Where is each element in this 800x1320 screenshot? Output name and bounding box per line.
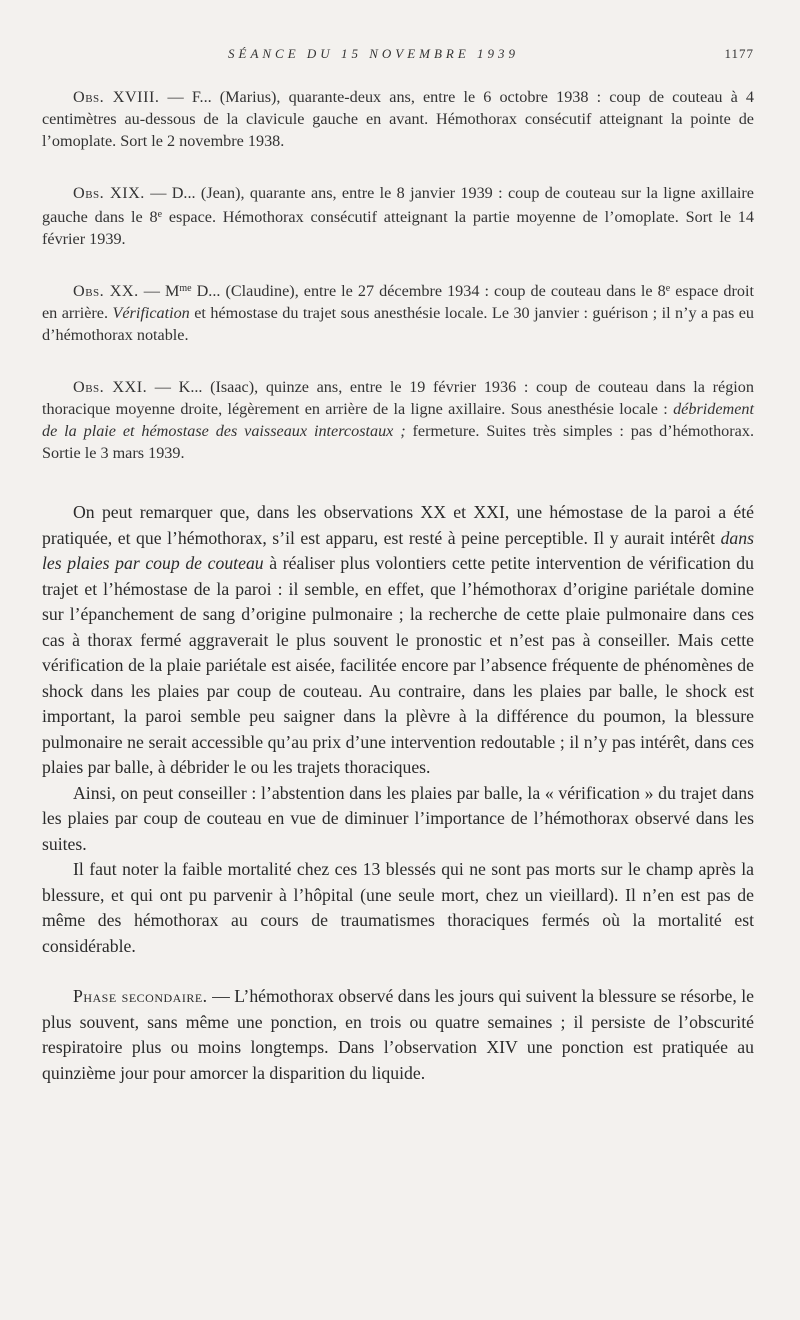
observation-text: Obs. XVIII. — F... (Marius), quarante-deux ans, entre le 6 octobre 1938 : coup de couteau à 4 centimètres au-dessous de la clavicule gauche en avant. Hémothorax consécutif atteignant la pointe de l’omoplate. Sort le 2 novembre 1938. <box>42 88 754 150</box>
observation-19 <box>42 182 754 250</box>
section-label: Phase secondaire. <box>73 986 208 1006</box>
observation-label: Obs. XXI. <box>73 378 148 396</box>
page-number: 1177 <box>724 46 754 61</box>
paragraph-3: Il faut noter la faible mortalité chez ces 13 blessés qui ne sont pas morts sur le champ après la blessure, et qui ont pu parvenir à l’hôpital (une seule mort, chez un vieillard). Il n’en est pas de même des hémothorax au cours de traumatismes thoraciques fermés où la mortalité est considérable. <box>42 859 754 956</box>
observation-21 <box>42 376 754 464</box>
observation-label: Obs. XVIII. <box>73 88 160 106</box>
observation-label: Obs. XIX. <box>73 184 145 202</box>
observation-text: Obs. XIX. — D... (Jean), quarante ans, entre le 8 janvier 1939 : coup de couteau sur la ligne axillaire gauche dans le 8e espace. Hémothorax consécutif atteignant la partie moyenne de l’omoplate. Sort le 14 février 1939. <box>42 184 754 248</box>
observation-label: Obs. XX. <box>73 282 139 300</box>
running-head: SÉANCE DU 15 NOVEMBRE 1939 <box>228 46 520 61</box>
document-page <box>42 0 754 1320</box>
paragraph-2: Ainsi, on peut conseiller : l’abstention dans les plaies par balle, la « vérification » du trajet dans les plaies par coup de couteau en vue de diminuer l’importance de l’hémothorax observé dans les suites. <box>42 782 754 854</box>
page-header <box>228 46 754 68</box>
paragraph-4: Phase secondaire. — L’hémothorax observé dans les jours qui suivent la blessure se résorbe, le plus souvent, sans même une ponction, en trois ou quatre semaines ; il persiste de l’obscurité respiratoire plus ou moins longtemps. Dans l’observation XIV une ponction est pratiquée au quinzième jour pour amorcer la disparition du liquide. <box>42 986 754 1083</box>
observation-18 <box>42 86 754 152</box>
paragraph-1: On peut remarquer que, dans les observations XX et XXI, une hémostase de la paroi a été pratiquée, et que l’hémothorax, s’il est apparu, est resté à peine perceptible. Il y aurait intérêt dans les plaies par coup de couteau à réaliser plus volontiers cette petite intervention de vérification du trajet et l’hémostase de la paroi : il semble, en effet, que l’hémothorax d’origine pariétale domine sur l’épanchement de sang d’origine pulmonaire ; la recherche de cette plaie pulmonaire dans ces cas à thorax fermé aggraverait le plus souvent le pronostic et n’est pas à conseiller. Mais cette vérification de la plaie pariétale est aisée, facilitée encore par l’absence fréquente de phénomènes de shock dans les plaies par coup de couteau. Au contraire, dans les plaies par balle, le shock est important, la paroi semble peu saigner dans la plèvre à la différence du poumon, la blessure pulmonaire ne serait accessible qu’au prix d’une intervention redoutable ; il n’y pas intérêt, dans ces plaies par balle, à débrider le ou les trajets thoraciques. <box>42 502 754 777</box>
observation-text: Obs. XXI. — K... (Isaac), quinze ans, entre le 19 février 1936 : coup de couteau dans la région thoracique moyenne droite, légèrement en arrière de la ligne axillaire. Sous anesthésie locale : débridement de la plaie et hémostase des vaisseaux intercostaux ; fermeture. Suites très simples : pas d’hémothorax. Sortie le 3 mars 1939. <box>42 378 754 462</box>
observation-text: Obs. XX. — $M^{me}$ D... (Claudine), entre le 27 décembre 1934 : coup de couteau dans le 8e espace droit en arrière. Vérification et hémostase du trajet sous anesthésie locale. Le 30 janvier : guérison ; il n’y a pas eu d’hémothorax notable. <box>42 282 754 344</box>
body-text <box>42 500 754 1086</box>
observation-20 <box>42 278 754 346</box>
